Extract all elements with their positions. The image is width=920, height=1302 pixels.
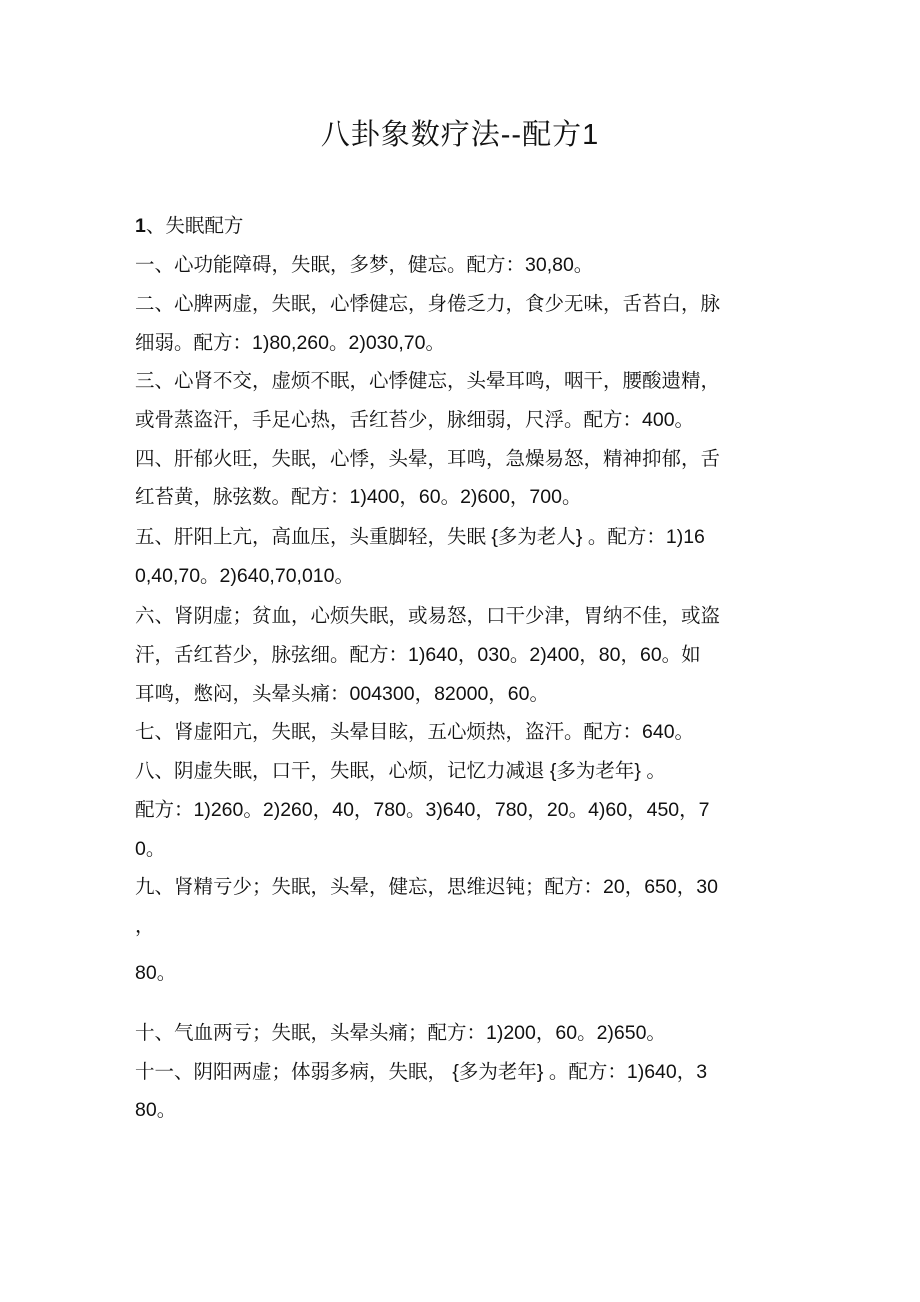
- body-line: 四、肝郁火旺，失眠，心悸，头晕，耳鸣，急燥易怒，精神抑郁，舌: [135, 448, 721, 470]
- body-line: 十、气血两亏；失眠，头晕头痛；配方：1)200，60。2)650。: [135, 1022, 666, 1044]
- body-line: 汗，舌红苔少，脉弦细。配方：1)640，030。2)400，80，60。如: [135, 644, 701, 666]
- section-number: 1: [135, 215, 146, 237]
- body-line: 八、阴虚失眠，口干，失眠，心烦，记忆力减退 {多为老年} 。: [135, 760, 666, 782]
- body-line: 耳鸣，憋闷，头晕头痛：004300，82000，60。: [135, 683, 549, 705]
- body-line: 红苔黄，脉弦数。配方：1)400，60。2)600，700。: [135, 486, 582, 508]
- body-line: 80。: [135, 962, 177, 984]
- body-line: 三、心肾不交，虚烦不眠，心悸健忘，头晕耳鸣，咽干，腰酸遗精，: [135, 370, 721, 392]
- document-title: 八卦象数疗法--配方1: [320, 119, 600, 151]
- body-line: 六、肾阴虚；贫血，心烦失眠，或易怒，口干少津，胃纳不佳，或盗: [135, 605, 721, 627]
- body-line: 十一、阴阳两虚；体弱多病，失眠， {多为老年} 。配方：1)640，3: [135, 1061, 708, 1083]
- section-heading: [135, 214, 243, 238]
- body-line: 九、肾精亏少；失眠，头晕，健忘，思维迟钝；配方：20，650，30: [135, 876, 718, 898]
- body-line: 细弱。配方：1)80,260。2)030,70。: [135, 332, 445, 354]
- body-line: 80。: [135, 1099, 177, 1121]
- body-line: 或骨蒸盗汗，手足心热，舌红苔少，脉细弱，尺浮。配方：400。: [135, 409, 695, 431]
- body-line: 五、肝阳上亢，高血压，头重脚轻，失眠 {多为老人} 。配方：1)16: [135, 526, 705, 548]
- body-line: 二、心脾两虚，失眠，心悸健忘，身倦乏力，食少无味，舌苔白，脉: [135, 293, 721, 315]
- body-line: 配方：1)260。2)260，40，780。3)640，780，20。4)60，450，7: [135, 799, 710, 821]
- body-line: 0,40,70。2)640,70,010。: [135, 565, 354, 587]
- body-line: ，: [135, 915, 155, 937]
- section-heading-text: 、失眠配方: [145, 215, 244, 237]
- body-line: 一、心功能障碍，失眠，多梦，健忘。配方：30,80。: [135, 254, 594, 276]
- body-line: 0。: [135, 838, 166, 860]
- body-line: 七、肾虚阳亢，失眠，头晕目眩，五心烦热，盗汗。配方：640。: [135, 721, 695, 743]
